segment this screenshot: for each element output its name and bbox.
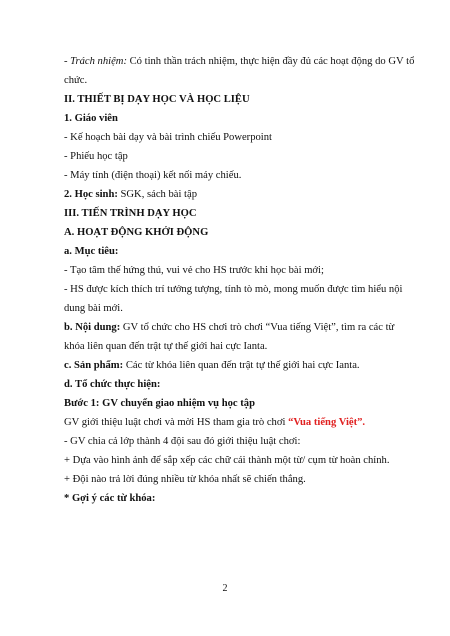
responsibility-line (64, 52, 416, 90)
student-line (64, 185, 416, 204)
page-content (64, 52, 416, 508)
goal-item-1: - Tạo tâm thế hứng thú, vui vẻ cho HS trước khi học bài mới; (64, 265, 324, 276)
product-label: c. Sản phẩm: (64, 360, 124, 371)
game-intro-line (64, 413, 416, 432)
keyword-hint-heading: * Gợi ý các từ khóa: (64, 493, 156, 504)
rule-2: + Dựa vào hình ảnh để sắp xếp các chữ cái thành một từ/ cụm từ hoàn chỉnh. (64, 455, 390, 466)
responsibility-label: - Trách nhiệm: (64, 56, 127, 67)
product-line (64, 356, 416, 375)
teacher-heading: 1. Giáo viên (64, 113, 118, 124)
teacher-item-3: - Máy tính (điện thoại) kết nối máy chiếu. (64, 170, 242, 181)
teacher-item-2: - Phiếu học tập (64, 151, 128, 162)
goal-item-2: - HS được kích thích trí tưởng tượng, tính tò mò, mong muốn được tìm hiểu nội dung bài mới. (64, 284, 403, 314)
game-intro-text: GV giới thiệu luật chơi và mời HS tham gia trò chơi (64, 417, 289, 428)
content-label: b. Nội dung: (64, 322, 121, 333)
section-3-heading: III. TIẾN TRÌNH DẠY HỌC (64, 208, 197, 219)
content-text: GV tổ chức cho HS chơi trò chơi “Vua tiếng Việt”, tìm ra các từ khóa liên quan đến trật tự thế giới hai cực Ianta. (64, 322, 395, 352)
page-number: 2 (222, 583, 228, 594)
product-text: Các từ khóa liên quan đến trật tự thế giới hai cực Ianta. (123, 360, 360, 371)
teacher-item-1: - Kế hoạch bài dạy và bài trình chiếu Powerpoint (64, 132, 272, 143)
section-2-heading: II. THIẾT BỊ DẠY HỌC VÀ HỌC LIỆU (64, 94, 250, 105)
responsibility-text: Có tinh thần trách nhiệm, thực hiện đầy đủ các hoạt động do GV tổ chức. (64, 56, 415, 86)
student-text: SGK, sách bài tập (117, 189, 198, 200)
student-label: 2. Học sinh: (64, 189, 118, 200)
activity-a-heading: A. HOẠT ĐỘNG KHỞI ĐỘNG (64, 227, 209, 238)
game-name: “Vua tiếng Việt”. (288, 417, 366, 428)
organization-heading: d. Tổ chức thực hiện: (64, 379, 161, 390)
goal-heading: a. Mục tiêu: (64, 246, 119, 257)
rule-1: - GV chia cả lớp thành 4 đội sau đó giới thiệu luật chơi: (64, 436, 301, 447)
rule-3: + Đội nào trả lời đúng nhiều từ khóa nhất sẽ chiến thắng. (64, 474, 306, 485)
content-line (64, 318, 416, 356)
step-1-heading: Bước 1: GV chuyển giao nhiệm vụ học tập (64, 398, 255, 409)
